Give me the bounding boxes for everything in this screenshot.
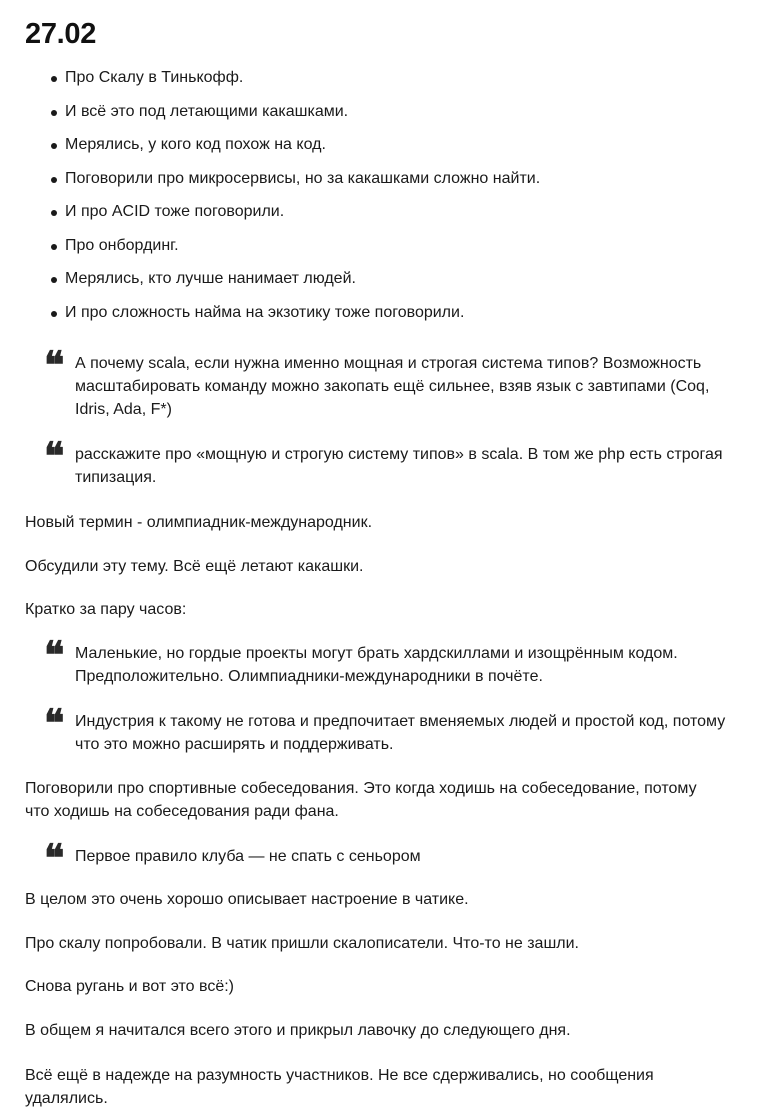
list-item: И про сложность найма на экзотику тоже поговорили. [25, 302, 725, 324]
paragraph: Кратко за пару часов: [25, 601, 187, 618]
bullet-icon [51, 76, 57, 82]
bullet-icon [51, 244, 57, 250]
post-date-title: 27.02 [25, 18, 97, 50]
quote-icon: ❝ [44, 342, 62, 387]
quote-text: Маленькие, но гордые проекты могут брать хардскиллами и изощрённым кодом. Предположительно. Олимпиадники-международники в почёте. [75, 645, 678, 685]
paragraph: Всё ещё в надежде на разумность участников. Не все сдерживались, но сообщения удалялись. [25, 1067, 654, 1107]
paragraph: В общем я начитался всего этого и прикрыл лавочку до следующего дня. [25, 1022, 571, 1039]
quote-icon: ❝ [44, 632, 62, 677]
bullet-icon [51, 210, 57, 216]
bullet-icon [51, 177, 57, 183]
quote-icon: ❝ [44, 700, 62, 745]
blockquote [25, 433, 735, 489]
blockquote [25, 632, 735, 688]
quote-text: А почему scala, если нужна именно мощная и строгая система типов? Возможность масштабировать команду можно закопать ещё сильнее, взяв язык с завтипами (Coq, Idris, Ada, F*) [75, 355, 710, 418]
blockquote [25, 342, 735, 421]
list-item: Мерялись, кто лучше нанимает людей. [25, 268, 725, 290]
paragraph: Про скалу попробовали. В чатик пришли скалописатели. Что-то не зашли. [25, 935, 579, 952]
quote-text: Индустрия к такому не готова и предпочитает вменяемых людей и простой код, потому что это можно расширять и поддерживать. [75, 713, 726, 753]
paragraph: Новый термин - олимпиадник-международник. [25, 514, 373, 531]
quote-text: Первое правило клуба — не спать с сеньором [75, 848, 421, 865]
paragraph: В целом это очень хорошо описывает настроение в чатике. [25, 891, 469, 908]
list-item: Мерялись, у кого код похож на код. [25, 134, 725, 156]
blockquote [25, 835, 735, 880]
bullet-icon [51, 311, 57, 317]
list-item: И всё это под летающими какашками. [25, 101, 725, 123]
list-item: Поговорили про микросервисы, но за какашками сложно найти. [25, 168, 725, 190]
paragraph: Снова ругань и вот это всё:) [25, 978, 234, 995]
quote-text: расскажите про «мощную и строгую систему типов» в scala. В том же php есть строгая типизация. [75, 446, 723, 486]
bullet-list [25, 67, 725, 335]
blockquote [25, 700, 735, 756]
bullet-icon [51, 110, 57, 116]
quote-icon: ❝ [44, 433, 62, 478]
list-item: Про Скалу в Тинькофф. [25, 67, 725, 89]
list-item: Про онбординг. [25, 235, 725, 257]
quote-icon: ❝ [44, 835, 62, 880]
bullet-icon [51, 143, 57, 149]
paragraph: Поговорили про спортивные собеседования. Это когда ходишь на собеседование, потому что ходишь на собеседования ради фана. [25, 780, 697, 820]
list-item: И про ACID тоже поговорили. [25, 201, 725, 223]
paragraph: Обсудили эту тему. Всё ещё летают какашки. [25, 558, 364, 575]
bullet-icon [51, 277, 57, 283]
